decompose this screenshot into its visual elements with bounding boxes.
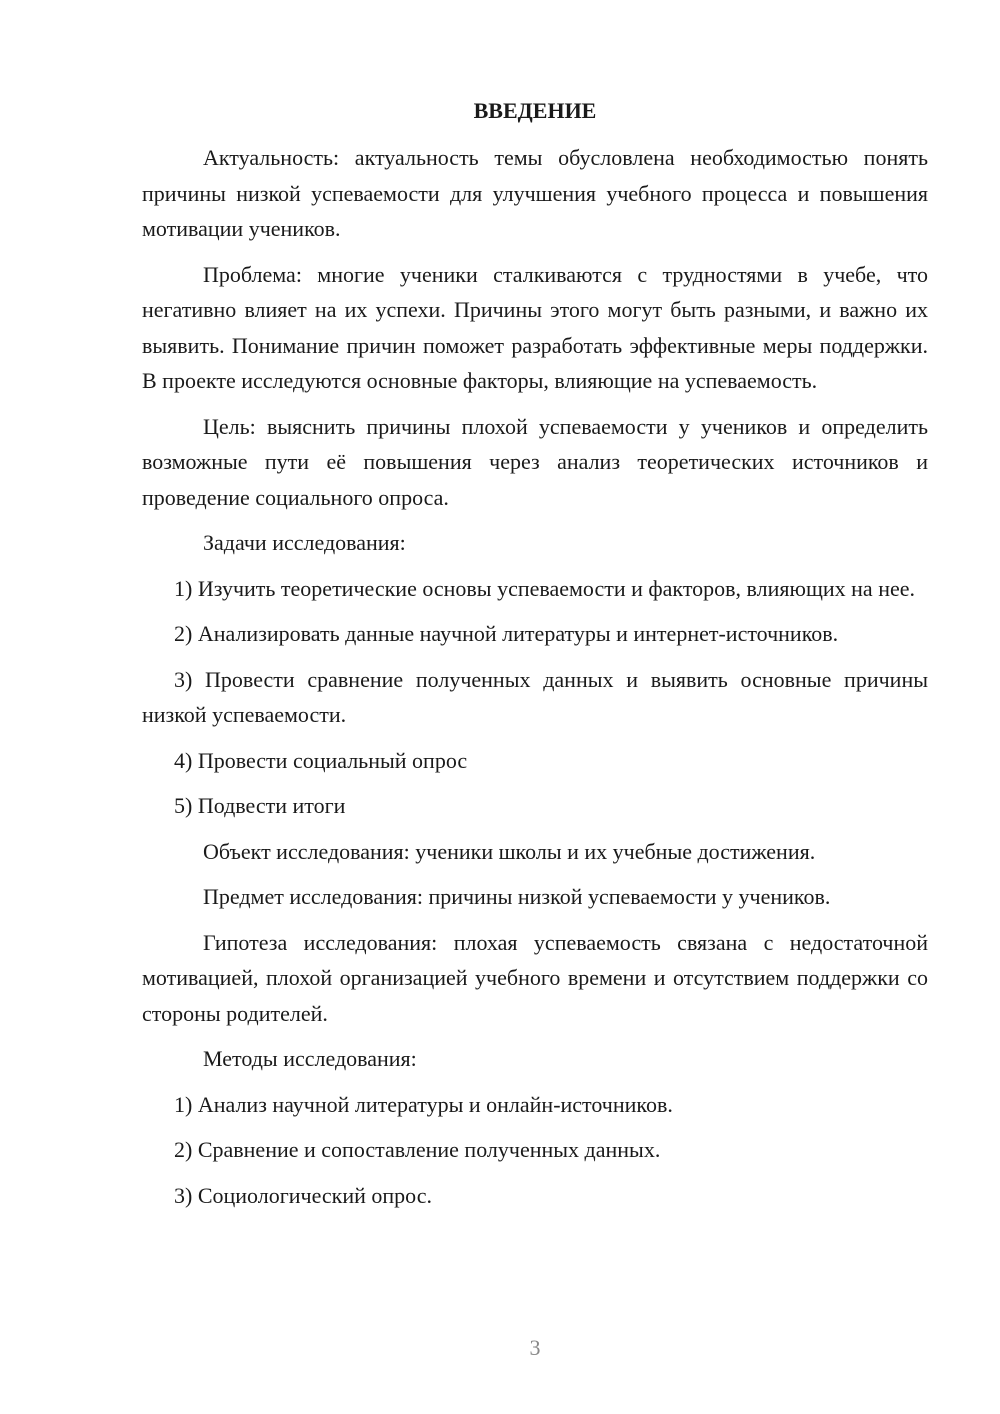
methods-heading: Методы исследования: bbox=[203, 1046, 417, 1071]
method-item-2: 2) Сравнение и сопоставление полученных данных. bbox=[174, 1137, 661, 1162]
hypothesis-paragraph: Гипотеза исследования: плохая успеваемость связана с недостаточной мотивацией, плохой организацией учебного времени и отсутствием поддержки со стороны родителей. bbox=[142, 929, 928, 1026]
document-body bbox=[142, 140, 928, 1223]
task-item-1: 1) Изучить теоретические основы успеваемости и факторов, влияющих на нее. bbox=[174, 575, 915, 601]
method-item-3: 3) Социологический опрос. bbox=[174, 1182, 432, 1208]
goal-paragraph: Цель: выяснить причины плохой успеваемости у учеников и определить возможные пути её повышения через анализ теоретических источников и проведение социального опроса. bbox=[142, 413, 928, 510]
object-paragraph: Объект исследования: ученики школы и их учебные достижения. bbox=[203, 838, 816, 864]
task-item-3: 3) Провести сравнение полученных данных и выявить основные причины низкой успеваемости. bbox=[142, 666, 928, 727]
subject-paragraph: Предмет исследования: причины низкой успеваемости у учеников. bbox=[203, 884, 831, 909]
task-item-2: 2) Анализировать данные научной литературы и интернет-источников. bbox=[174, 621, 839, 646]
task-item-4: 4) Провести социальный опрос bbox=[174, 747, 468, 773]
document-page bbox=[142, 0, 928, 1414]
problem-paragraph: Проблема: многие ученики сталкиваются с трудностями в учебе, что негативно влияет на их успехи. Причины этого могут быть разными, и важно их выявить. Понимание причин поможет разработать эффективные меры поддержки. В проекте исследуются основные факторы, влияющие на успеваемость. bbox=[142, 261, 928, 393]
page-number: 3 bbox=[529, 1335, 541, 1360]
method-item-1: 1) Анализ научной литературы и онлайн-источников. bbox=[174, 1091, 673, 1117]
page-title: ВВЕДЕНИЕ bbox=[473, 98, 597, 123]
task-item-5: 5) Подвести итоги bbox=[174, 793, 346, 818]
tasks-heading: Задачи исследования: bbox=[203, 530, 406, 555]
relevance-paragraph: Актуальность: актуальность темы обусловлена необходимостью понять причины низкой успеваемости для улучшения учебного процесса и повышения мотивации учеников. bbox=[142, 145, 928, 241]
